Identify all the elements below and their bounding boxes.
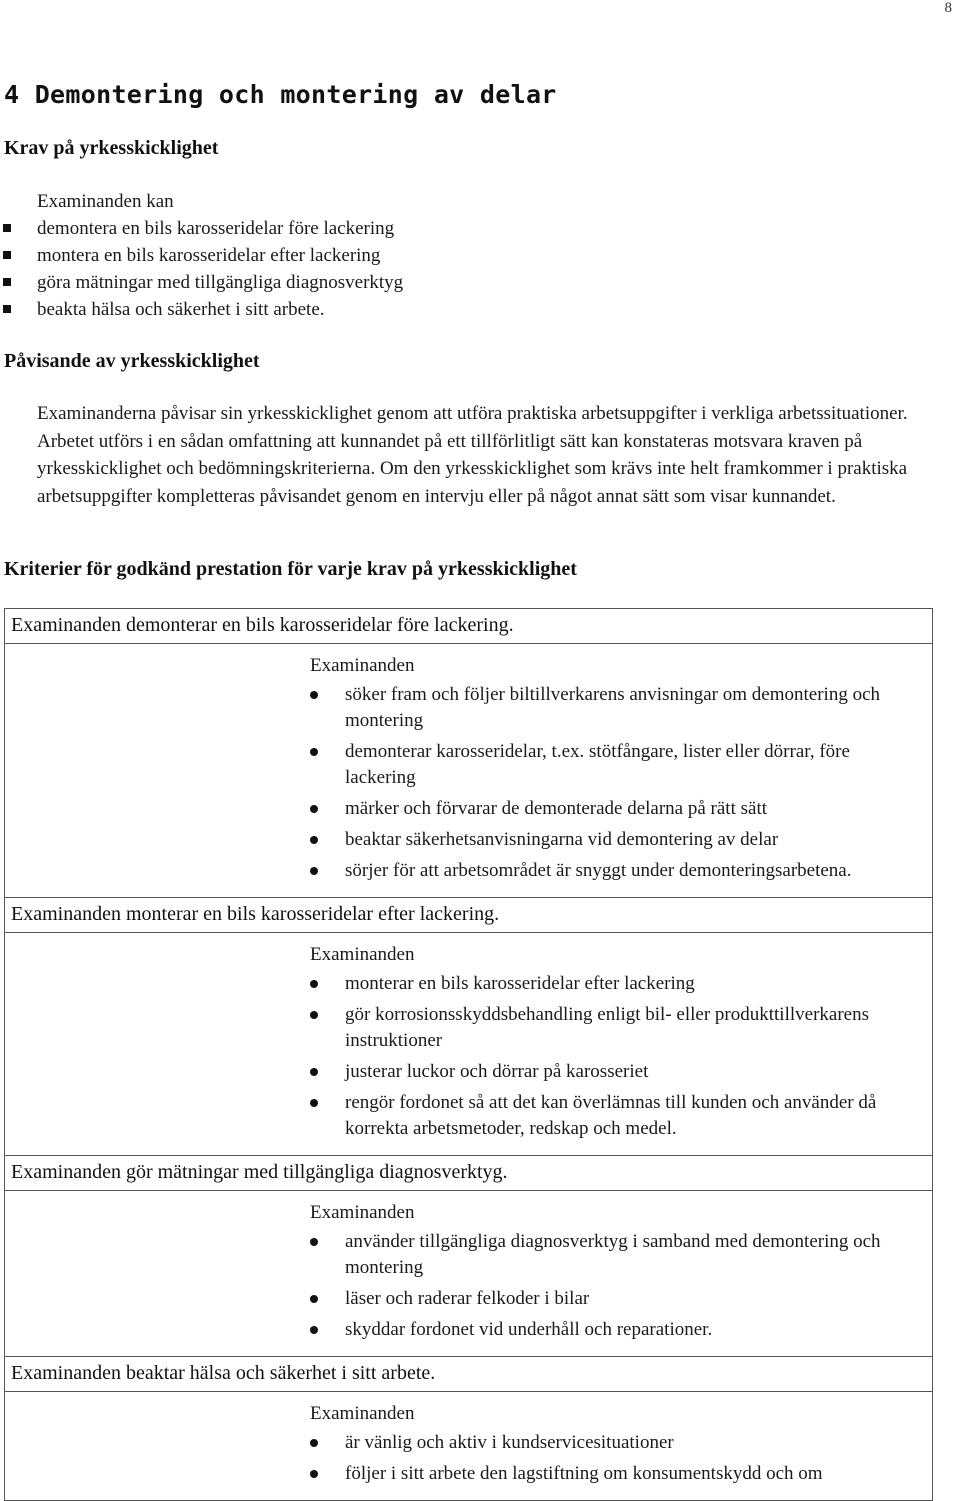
krav-lead: Examinanden kan bbox=[37, 191, 174, 212]
criteria-item: gör korrosionsskyddsbehandling enligt bil- eller produkttillverkarens instruktioner bbox=[345, 1002, 905, 1054]
criteria-item: skyddar fordonet vid underhåll och reparationer. bbox=[345, 1317, 905, 1343]
criteria-body bbox=[5, 1392, 932, 1500]
criteria-table bbox=[4, 608, 933, 1501]
criteria-title: Examinanden monterar en bils karosseridelar efter lackering. bbox=[5, 897, 932, 933]
criteria-list bbox=[5, 1430, 932, 1487]
criteria-item: följer i sitt arbete den lagstiftning om konsumentskydd och om bbox=[345, 1461, 905, 1487]
bullet-icon bbox=[310, 748, 318, 756]
bullet-icon bbox=[310, 1439, 318, 1447]
criteria-item: läser och raderar felkoder i bilar bbox=[345, 1286, 905, 1312]
bullet-icon bbox=[310, 1470, 318, 1478]
square-bullet-icon bbox=[3, 305, 11, 313]
criteria-lead: Examinanden bbox=[310, 944, 415, 965]
square-bullet-icon bbox=[3, 251, 11, 259]
criteria-title: Examinanden gör mätningar med tillgängliga diagnosverktyg. bbox=[5, 1155, 932, 1191]
bullet-icon bbox=[310, 1238, 318, 1246]
pavisande-text: Examinanderna påvisar sin yrkesskicklighet genom att utföra praktiska arbetsuppgifter i verkliga arbetssituationer. Arbetet utförs i en sådan omfattning att kunnandet på ett tillförlitligt sätt kan konstateras motsvara kraven på yrkesskicklighet och bedömningskriterierna. Om den yrkesskicklighet som krävs inte helt framkommer i praktiska arbetsuppgifter kompletteras påvisandet genom en intervju eller på något annat sätt som visar kunnandet. bbox=[37, 403, 908, 507]
bullet-icon bbox=[310, 1295, 318, 1303]
criteria-item: rengör fordonet så att det kan överlämnas till kunden och använder då korrekta arbetsmetoder, redskap och medel. bbox=[345, 1090, 905, 1142]
bullet-icon bbox=[310, 836, 318, 844]
criteria-body bbox=[5, 644, 932, 897]
krav-list bbox=[37, 215, 403, 323]
criteria-item: justerar luckor och dörrar på karosseriet bbox=[345, 1059, 905, 1085]
criteria-body bbox=[5, 1191, 932, 1356]
criteria-title: Examinanden demonterar en bils karosseridelar före lackering. bbox=[5, 609, 932, 644]
krav-item: montera en bils karosseridelar efter lackering bbox=[3, 242, 403, 269]
bullet-icon bbox=[310, 1326, 318, 1334]
page-number: 8 bbox=[944, 0, 952, 16]
criteria-title: Examinanden beaktar hälsa och säkerhet i sitt arbete. bbox=[5, 1356, 932, 1392]
criteria-list bbox=[5, 1229, 932, 1343]
square-bullet-icon bbox=[3, 278, 11, 286]
criteria-lead: Examinanden bbox=[310, 1202, 415, 1223]
bullet-icon bbox=[310, 691, 318, 699]
pavisande-heading: Påvisande av yrkesskicklighet bbox=[4, 350, 260, 372]
criteria-item: använder tillgängliga diagnosverktyg i samband med demontering och montering bbox=[345, 1229, 905, 1281]
krav-item: demontera en bils karosseridelar före lackering bbox=[3, 215, 403, 242]
bullet-icon bbox=[310, 1099, 318, 1107]
krav-block bbox=[37, 188, 403, 323]
criteria-item: demonterar karosseridelar, t.ex. stötfångare, lister eller dörrar, före lackering bbox=[345, 739, 905, 791]
krav-item: beakta hälsa och säkerhet i sitt arbete. bbox=[3, 296, 403, 323]
krav-item: göra mätningar med tillgängliga diagnosverktyg bbox=[3, 269, 403, 296]
square-bullet-icon bbox=[3, 224, 11, 232]
krav-heading: Krav på yrkesskicklighet bbox=[4, 137, 219, 159]
bullet-icon bbox=[310, 980, 318, 988]
criteria-list bbox=[5, 682, 932, 884]
criteria-item: söker fram och följer biltillverkarens anvisningar om demontering och montering bbox=[345, 682, 905, 734]
bullet-icon bbox=[310, 1011, 318, 1019]
criteria-body bbox=[5, 933, 932, 1155]
chapter-title: 4 Demontering och montering av delar bbox=[4, 80, 557, 109]
bullet-icon bbox=[310, 1068, 318, 1076]
criteria-item: märker och förvarar de demonterade delarna på rätt sätt bbox=[345, 796, 905, 822]
criteria-item: monterar en bils karosseridelar efter lackering bbox=[345, 971, 905, 997]
criteria-lead: Examinanden bbox=[310, 1403, 415, 1424]
bullet-icon bbox=[310, 805, 318, 813]
bullet-icon bbox=[310, 867, 318, 875]
criteria-item: beaktar säkerhetsanvisningarna vid demontering av delar bbox=[345, 827, 905, 853]
criteria-item: är vänlig och aktiv i kundservicesituationer bbox=[345, 1430, 905, 1456]
criteria-item: sörjer för att arbetsområdet är snyggt under demonteringsarbetena. bbox=[345, 858, 905, 884]
kriterier-heading: Kriterier för godkänd prestation för varje krav på yrkesskicklighet bbox=[4, 558, 577, 580]
criteria-lead: Examinanden bbox=[310, 655, 415, 676]
criteria-list bbox=[5, 971, 932, 1142]
